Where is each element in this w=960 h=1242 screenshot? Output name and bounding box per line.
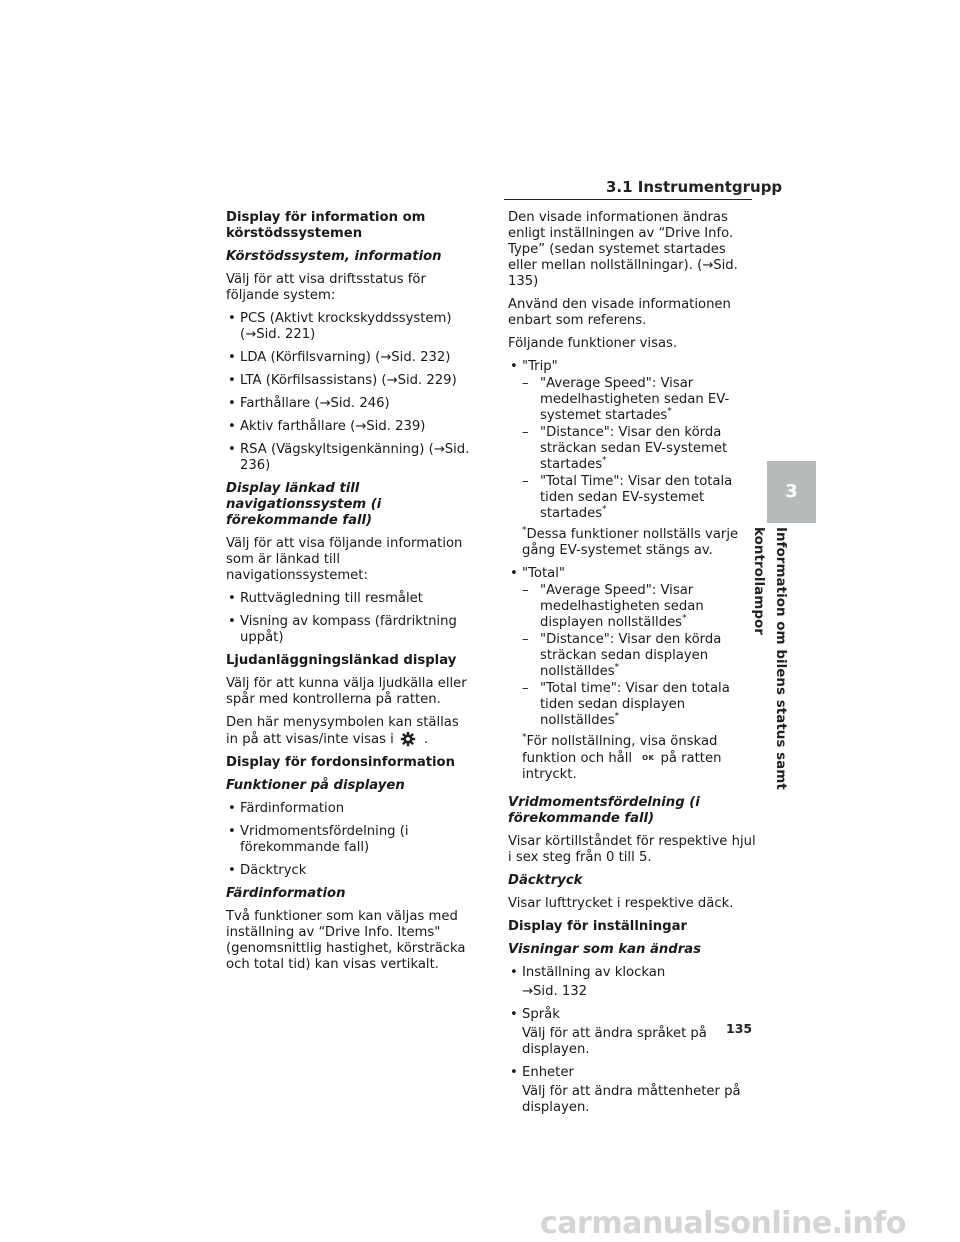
list-item-detail: Välj för att ändra språket på displayen. [522, 1026, 707, 1057]
paragraph-text-end: . [423, 732, 429, 747]
footnote-marker: * [522, 732, 527, 743]
heading-driver-assist-display: Display för information om körstödssystemen [226, 210, 426, 241]
sub-item-text: "Average Speed": Visar medelhastigheten sedan displayen nollställdes [540, 583, 704, 630]
paragraph: Den visade informationen ändras enligt inställningen av “Drive Info. Type” (sedan systemet startades eller mellan nollställningar). (→Sid. 135) [508, 210, 738, 289]
footnote-text-end: på ratten intryckt. [522, 751, 722, 782]
footnote-marker: * [614, 711, 620, 722]
subheading-navigation-display: Display länkad till navigationssystem (i förekommande fall) [226, 481, 382, 528]
list-item-trip: • "Trip" [508, 359, 758, 375]
ok-button-icon: OK [642, 754, 655, 762]
list-item-detail: →Sid. 132 [522, 984, 588, 999]
list-item: • Vridmomentsfördelning (i förekommande fall) [226, 824, 474, 856]
sub-item-text: "Total Time": Visar den totala tiden sedan EV-systemet startades [540, 474, 733, 521]
list-item: • Farthållare (→Sid. 246) [226, 396, 474, 412]
list-item: • Enheter [508, 1065, 758, 1081]
sub-item [508, 583, 758, 631]
footnote-marker: * [667, 406, 672, 417]
paragraph-text: Den här menysymbolen kan ställas in på att visas/inte visas i [226, 715, 459, 747]
sub-item [508, 681, 758, 729]
footnote-text: För nollställning, visa önskad funktion och håll [522, 734, 718, 766]
subheading-driver-assist-info: Körstödssystem, information [226, 249, 442, 264]
list-item: • Språk [508, 1007, 758, 1023]
sub-item [508, 632, 758, 680]
list-item: • Visning av kompass (färdriktning uppåt) [226, 614, 474, 646]
paragraph: Två funktioner som kan väljas med inställning av “Drive Info. Items" (genomsnittlig hastighet, körsträcka och total tid) kan visas vertikalt. [226, 909, 466, 972]
sub-item [508, 425, 758, 473]
sub-item [508, 376, 758, 424]
footnote-marker: * [522, 525, 527, 536]
chapter-tab: 3 [767, 461, 816, 523]
right-column [508, 210, 758, 1123]
footnote-marker: * [682, 613, 687, 624]
footnote-marker: * [602, 455, 607, 466]
footnote-text: Dessa funktioner nollställs varje gång EV-systemet stängs av. [522, 527, 739, 558]
sub-item-text: "Distance": Visar den körda sträckan sedan displayen nollställdes [540, 632, 722, 679]
section-header: 3.1 Instrumentgrupp [606, 178, 783, 196]
list-item: • PCS (Aktivt krockskyddssystem) (→Sid. 221) [226, 311, 474, 343]
sub-item-text: "Distance": Visar den körda sträckan sedan EV-systemet startades [540, 425, 728, 472]
list-item: • RSA (Vägskyltsigenkänning) (→Sid. 236) [226, 442, 474, 474]
list-item: • Ruttvägledning till resmålet [226, 591, 474, 607]
footnote [508, 734, 758, 783]
heading-vehicle-info-display: Display för fordonsinformation [226, 755, 456, 770]
list-item: • Aktiv farthållare (→Sid. 239) [226, 419, 474, 435]
footnote-marker: * [602, 504, 607, 515]
subheading-tire-pressure: Däcktryck [508, 873, 583, 888]
list-item-detail: Välj för att ändra måttenheter på displayen. [522, 1084, 741, 1115]
paragraph: Välj för att kunna välja ljudkälla eller spår med kontrollerna på ratten. [226, 676, 467, 707]
list-item: • Inställning av klockan [508, 965, 758, 981]
paragraph-menu-icon [226, 715, 474, 748]
footnote-marker: * [614, 662, 620, 673]
sub-item [508, 474, 758, 522]
sub-item-text: "Average Speed": Visar medelhastigheten sedan EV-systemet startades [540, 376, 730, 423]
heading-settings-display: Display för inställningar [508, 919, 687, 934]
paragraph: Visar lufttrycket i respektive däck. [508, 896, 734, 911]
sub-item-text: "Total time": Visar den totala tiden sedan displayen nollställdes [540, 681, 730, 728]
paragraph: Visar körtillståndet för respektive hjul i sex steg från 0 till 5. [508, 834, 756, 865]
heading-audio-display: Ljudanläggningslänkad display [226, 653, 457, 668]
header-rule [504, 199, 752, 200]
list-item: • LTA (Körfilsassistans) (→Sid. 229) [226, 373, 474, 389]
list-item-total: • "Total" [508, 566, 758, 582]
paragraph: Välj för att visa följande information som är länkad till navigationssystemet: [226, 536, 463, 583]
subheading-trip-info: Färdinformation [226, 886, 346, 901]
list-item: • Däcktryck [226, 863, 474, 879]
footnote [508, 527, 758, 559]
chapter-side-label: Information om bilens status samt kontrollampor [751, 527, 789, 790]
paragraph: Använd den visade informationen enbart som referens. [508, 297, 731, 328]
paragraph: Följande funktioner visas. [508, 336, 678, 351]
subheading-changeable-displays: Visningar som kan ändras [508, 942, 701, 957]
subheading-display-functions: Funktioner på displayen [226, 778, 405, 793]
list-item: • Färdinformation [226, 801, 474, 817]
left-column [226, 210, 474, 980]
watermark: carmanualsonline.info [540, 1206, 906, 1241]
page-number: 135 [726, 1021, 753, 1036]
paragraph: Välj för att visa driftsstatus för följande system: [226, 272, 426, 303]
gear-icon [400, 731, 416, 747]
list-item: • LDA (Körfilsvarning) (→Sid. 232) [226, 350, 474, 366]
subheading-torque-distribution: Vridmomentsfördelning (i förekommande fall) [508, 795, 700, 826]
